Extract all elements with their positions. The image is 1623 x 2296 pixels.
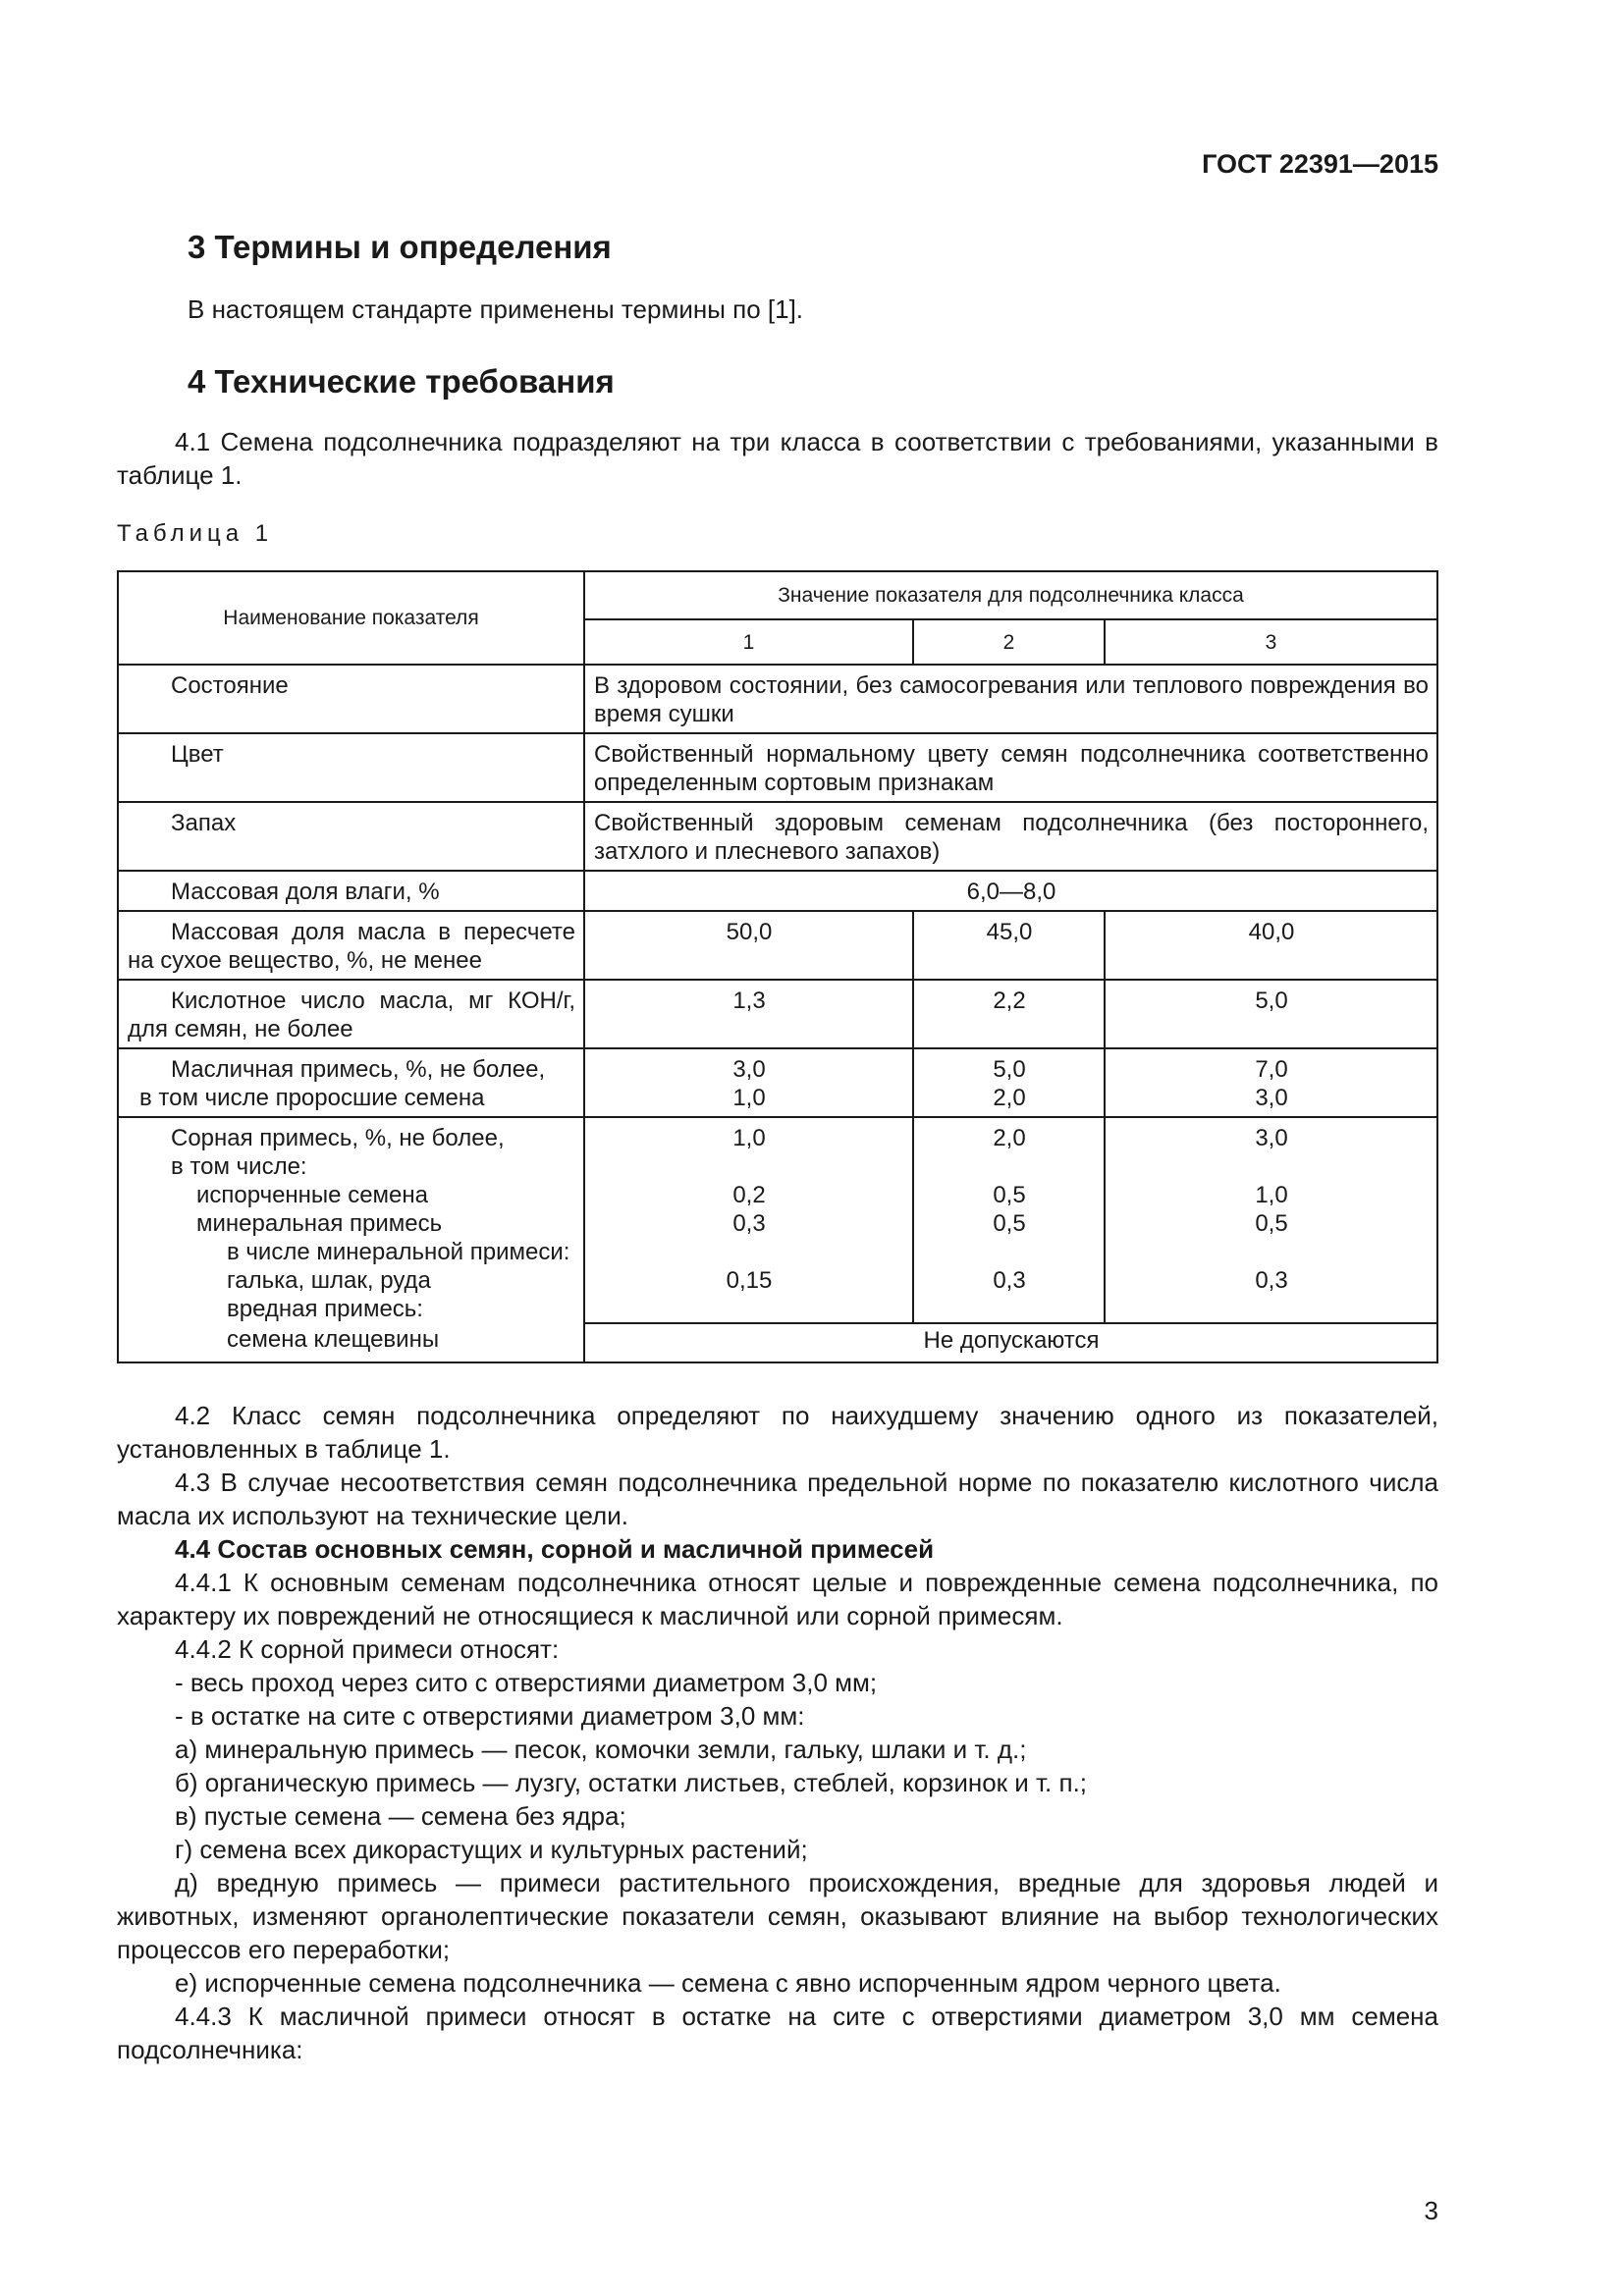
row-value: Свойственный здоровым семенам подсолнечника (без постороннего, затхлого и плесневого запахов) [584,802,1437,871]
table-1 [117,570,1438,1363]
value-class-2: 2,2 [913,980,1105,1048]
document-id: ГОСТ 22391—2015 [1202,149,1438,179]
value-class-1: 50,0 [584,911,913,980]
row-name: Массовая доля масла в пересчете на сухое вещество, %, не менее [118,911,584,980]
header-class-1: 1 [584,619,913,665]
row-value: Свойственный нормальному цвету семян подсолнечника соответственно определенным сортовым признакам [584,733,1437,802]
row-name: Кислотное число масла, мг КОН/г, для семян, не более [118,980,584,1048]
body-text-after-table [117,1399,1438,2066]
row-value: В здоровом состоянии, без самосогревания или теплового повреждения во время сушки [584,665,1437,733]
value-class-3: 3,0 1,0 0,5 0,3 [1105,1117,1437,1323]
value-class-1: 1,3 [584,980,913,1048]
header-class-group: Значение показателя для подсолнечника класса [584,571,1437,619]
table-row [118,980,1437,1048]
table-row [118,871,1437,911]
list-item: - в остатке на сите с отверстиями диаметром 3,0 мм: [175,1701,805,1731]
value-class-1: 1,0 0,2 0,3 0,15 [584,1117,913,1323]
table-row [118,802,1437,871]
value-class-2: 45,0 [913,911,1105,980]
section-3-text: В настоящем стандарте применены термины по [1]. [188,294,804,324]
table-row [118,665,1437,733]
row-name: Массовая доля влаги, % [118,871,584,911]
section-4-title: 4 Технические требования [188,363,615,400]
table-row [118,911,1437,980]
paragraph-4-4-2: 4.4.2 К сорной примеси относят: [175,1634,560,1664]
section-3-title: 3 Термины и определения [188,229,612,265]
list-item: а) минеральную примесь — песок, комочки земли, гальку, шлаки и т. д.; [175,1735,1027,1764]
row-name: Сорная примесь, %, не более, в том числе: испорченные семена минеральная примесь в числе минеральной примеси: галька, шлак, руда вредная примесь: [118,1117,584,1323]
table-row [118,1117,1437,1323]
value-class-2: 2,0 0,5 0,5 0,3 [913,1117,1105,1323]
value-class-3: 5,0 [1105,980,1437,1048]
list-item: б) органическую примесь — лузгу, остатки листьев, стеблей, корзинок и т. п.; [175,1768,1088,1797]
page-number: 3 [1424,2196,1438,2225]
row-value: Не допускаются [584,1323,1437,1362]
row-name: Запах [118,802,584,871]
list-item: е) испорченные семена подсолнечника — семена с явно испорченным ядром черного цвета. [175,1968,1281,1998]
table-label: Таблица 1 [117,520,274,547]
paragraph-4-1: 4.1 Семена подсолнечника подразделяют на три класса в соответствии с требованиями, указанными в таблице 1. [117,427,1438,490]
row-name: семена клещевины [118,1323,584,1362]
value-class-2: 5,0 2,0 [913,1048,1105,1117]
paragraph-4-2: 4.2 Класс семян подсолнечника определяют по наихудшему значению одного из показателей, установленных в таблице 1. [117,1401,1438,1464]
row-name: Масличная примесь, %, не более, в том числе проросшие семена [118,1048,584,1117]
row-name: Цвет [118,733,584,802]
paragraph-4-4-1: 4.4.1 К основным семенам подсолнечника относят целые и поврежденные семена подсолнечника, по характеру их повреждений не относящиеся к масличной или сорной примесям. [117,1568,1438,1630]
row-name: Состояние [118,665,584,733]
list-item: в) пустые семена — семена без ядра; [175,1801,626,1831]
paragraph-4-3: 4.3 В случае несоответствия семян подсолнечника предельной норме по показателю кислотного числа масла их используют на технические цели. [117,1468,1438,1530]
table-row [118,1048,1437,1117]
table-row [118,1323,1437,1362]
value-class-3: 40,0 [1105,911,1437,980]
table-row [118,733,1437,802]
value-class-3: 7,0 3,0 [1105,1048,1437,1117]
heading-4-4: 4.4 Состав основных семян, сорной и масличной примесей [175,1534,935,1564]
value-class-1: 3,0 1,0 [584,1048,913,1117]
paragraph-4-4-3: 4.4.3 К масличной примеси относят в остатке на сите с отверстиями диаметром 3,0 мм семена подсолнечника: [117,2002,1438,2064]
list-item: г) семена всех дикорастущих и культурных растений; [175,1835,808,1864]
header-class-2: 2 [913,619,1105,665]
list-item: д) вредную примесь — примеси растительного происхождения, вредные для здоровья людей и животных, изменяют органолептические показатели семян, оказывают влияние на выбор технологических процессов его переработки; [117,1868,1438,1964]
header-indicator-name: Наименование показателя [118,571,584,665]
row-value: 6,0—8,0 [584,871,1437,911]
list-item: - весь проход через сито с отверстиями диаметром 3,0 мм; [175,1668,878,1697]
header-class-3: 3 [1105,619,1437,665]
